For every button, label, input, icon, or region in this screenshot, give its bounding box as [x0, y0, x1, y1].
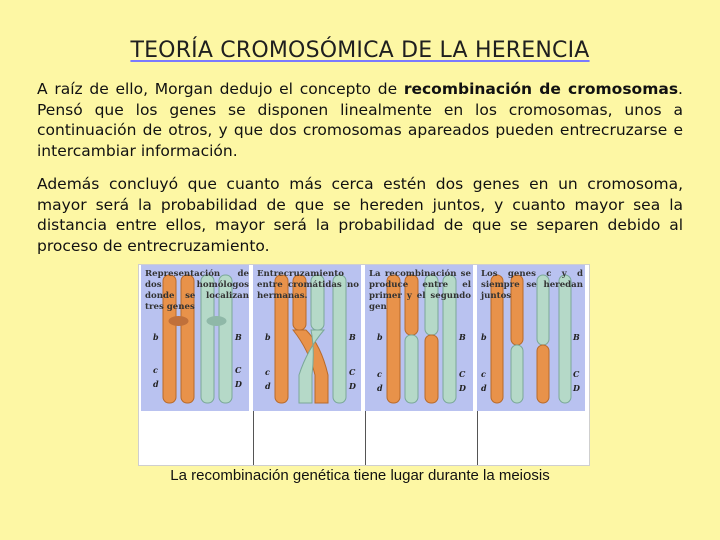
gene-label: B	[573, 332, 580, 342]
gene-label: b	[153, 332, 159, 342]
paragraph-recombination	[37, 79, 683, 161]
gene-label: c	[481, 369, 486, 379]
gene-label: c	[153, 365, 158, 375]
gene-label: d	[153, 379, 159, 389]
figure-caption-row	[139, 411, 589, 465]
gene-label: C	[459, 369, 466, 379]
gene-label: b	[265, 332, 271, 342]
gene-label: D	[349, 381, 356, 391]
gene-label: c	[265, 367, 270, 377]
gene-label: b	[481, 332, 487, 342]
panel-1-caption: Representación de dos homólogos donde se localizan tres genes	[145, 269, 249, 312]
paragraph-gene-distance: Además concluyó que cuanto más cerca estén dos genes en un cromosoma, mayor será la probabilidad de que se hereden juntos, y cuanto mayor sea la distancia entre ellos, mayor será la probabilidad de que se separen debido al proceso de entrecruzamiento.	[37, 175, 683, 255]
figure-caption: La recombinación genética tiene lugar durante la meiosis	[170, 467, 550, 484]
paragraph1-text-end: . Pensó que los genes se disponen linealmente en los cromosomas, unos a continuación de otros, y que dos cromosomas apareados pueden entrecruzarse e intercambiar información.	[37, 80, 683, 160]
panel-4-caption: Los genes c y d siempre se heredan juntos	[481, 269, 583, 301]
caption-divider	[253, 411, 254, 465]
caption-divider	[477, 411, 478, 465]
panel-3-caption: La recombinación se produce entre el primer y el segundo gen	[369, 269, 471, 312]
gene-label: D	[459, 383, 466, 393]
gene-label: B	[459, 332, 466, 342]
gene-label: B	[349, 332, 356, 342]
gene-label: b	[377, 332, 383, 342]
gene-label: d	[265, 381, 271, 391]
gene-label: C	[349, 367, 356, 377]
gene-label: C	[573, 369, 580, 379]
recombination-figure	[138, 264, 590, 466]
gene-label: B	[235, 332, 242, 342]
panel-2-caption: Entrecruzamiento entre cromátidas no hermanas.	[257, 269, 359, 301]
gene-label: c	[377, 369, 382, 379]
gene-label: D	[235, 379, 242, 389]
gene-label: d	[481, 383, 487, 393]
gene-label: C	[235, 365, 242, 375]
slide-title: TEORÍA CROMOSÓMICA DE LA HERENCIA	[130, 38, 590, 63]
caption-divider	[365, 411, 366, 465]
paragraph1-bold-term: recombinación de cromosomas	[403, 80, 679, 98]
gene-label: d	[377, 383, 383, 393]
paragraph1-text-start: A raíz de ello, Morgan dedujo el concepto de	[37, 80, 404, 98]
gene-label: D	[573, 383, 580, 393]
